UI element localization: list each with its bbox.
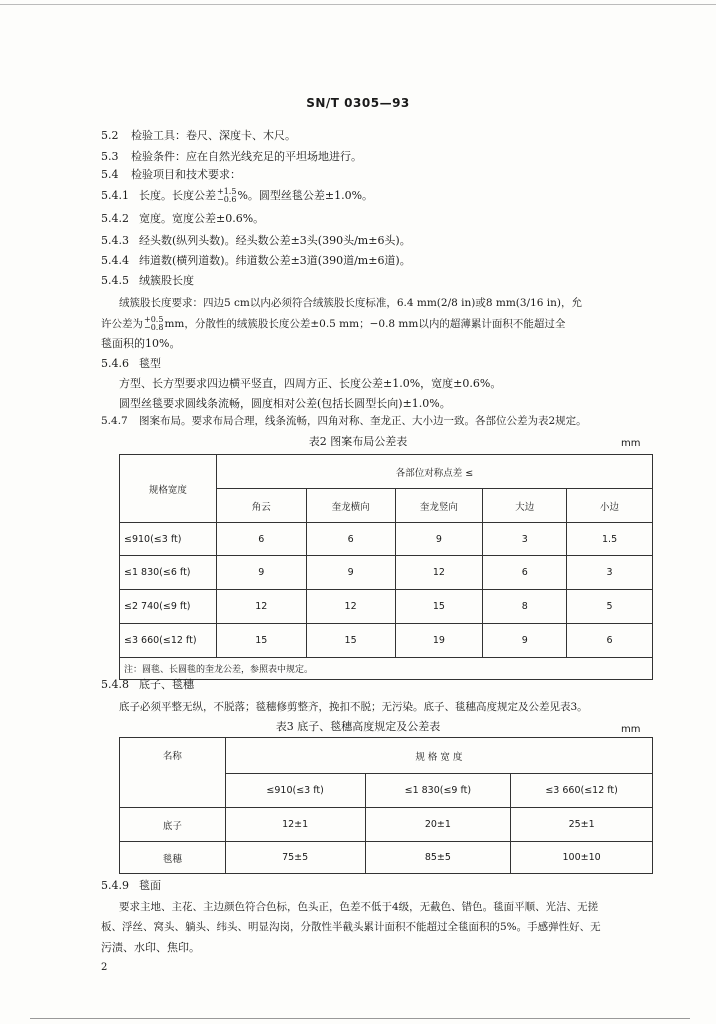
page-header: SN/T 0305—93 [306, 96, 410, 110]
table3-unit: mm [621, 724, 641, 735]
clause-number: 5.2 [101, 129, 119, 142]
clause-text: 绒簇股长度 [139, 274, 194, 287]
tolerance-fraction [144, 316, 163, 332]
table-cell: 9 [306, 556, 395, 590]
table-cell: 9 [216, 556, 306, 590]
table2-col-header: 奎龙横向 [306, 489, 395, 523]
table-cell: 100±10 [511, 842, 653, 874]
table3-col-header: ≤3 660(≤12 ft) [511, 774, 653, 808]
table-cell: 6 [306, 523, 395, 556]
paragraph-line: 底子必须平整无纵，不脱落；毯穗修剪整齐，挽扣不脱；无污染。底子、毯穗高度规定及公差见表3。 [119, 701, 588, 713]
table-cell: 8 [483, 590, 567, 624]
table3-col-header: ≤910(≤3 ft) [225, 774, 365, 808]
paragraph-line: 方型、长方型要求四边横平竖直，四周方正、长度公差±1.0%，宽度±0.6%。 [119, 377, 502, 390]
clause-text: 底子、毯穗 [139, 678, 194, 691]
clause-number: 5.4.5 [101, 274, 129, 287]
clause-5-4-8 [101, 678, 194, 692]
clause-5-4-2 [101, 212, 264, 226]
table2 [119, 454, 653, 680]
clause-number: 5.4.8 [101, 678, 129, 691]
paragraph-line: 要求主地、主花、主边颜色符合色标，色头正，色差不低于4级，无截色、错色。毯面平顺、光洁、无搓 [119, 901, 599, 913]
table2-caption: 表2 图案布局公差表 [308, 435, 408, 448]
table3-row-label: 毯穗 [120, 842, 226, 874]
clause-5-4-9 [101, 879, 161, 893]
table-row [120, 556, 653, 590]
table-cell: 3 [567, 556, 653, 590]
table-cell: 9 [483, 624, 567, 658]
clause-5-4-5 [101, 274, 194, 288]
top-scan-border [0, 4, 716, 5]
table2-col-header: 大边 [483, 489, 567, 523]
table-cell: 6 [483, 556, 567, 590]
clause-text: 长度。长度公差 [139, 189, 216, 202]
paragraph-line: 圆型丝毯要求圆线条流畅，圆度相对公差(包括长圆型长向)±1.0%。 [119, 397, 451, 410]
table2-row-label: ≤3 660(≤12 ft) [120, 624, 217, 658]
table2-group-header: 各部位对称点差 ≤ [216, 455, 652, 489]
clause-text-cont: %。圆型丝毯公差±1.0%。 [237, 189, 374, 202]
tolerance-upper: +1.5 [217, 187, 237, 196]
clause-number: 5.4 [101, 168, 119, 181]
clause-text: 经头数(纵列头数)。经头数公差±3头(390头/m±6头)。 [139, 234, 411, 247]
table-cell: 15 [216, 624, 306, 658]
tolerance-lower: −0.8 [144, 323, 164, 332]
table-cell: 85±5 [365, 842, 511, 874]
table-row [120, 523, 653, 556]
clause-text: 毯型 [139, 357, 161, 370]
page-number: 2 [101, 962, 108, 973]
table3-group-header: 规 格 宽 度 [225, 738, 652, 774]
paragraph-text: 许公差为 [101, 318, 143, 330]
clause-text: 宽度。宽度公差±0.6%。 [139, 212, 265, 225]
clause-number: 5.4.2 [101, 212, 129, 225]
table-cell: 25±1 [511, 808, 653, 842]
paragraph-line [101, 316, 565, 332]
table2-row-label: ≤2 740(≤9 ft) [120, 590, 217, 624]
table-row [120, 842, 653, 874]
table-cell: 19 [395, 624, 483, 658]
table3-col-header: ≤1 830(≤9 ft) [365, 774, 511, 808]
table2-unit: mm [621, 438, 641, 449]
table-cell: 12 [306, 590, 395, 624]
clause-text: 图案布局。要求布局合理，线条流畅，四角对称、奎龙正、大小边一致。各部位公差为表2规定。 [139, 415, 587, 427]
table-cell: 9 [395, 523, 483, 556]
clause-5-2 [101, 129, 296, 143]
clause-5-3 [101, 150, 362, 164]
table2-col-header: 奎龙竖向 [395, 489, 483, 523]
paragraph-line: 毯面积的10%。 [101, 337, 181, 350]
table2-row-header: 规格宽度 [120, 455, 217, 523]
paragraph-line: 板、浮丝、窝头、躺头、纬头、明显沟岗，分散性半截头累计面积不能超过全毯面积的5%。手感弹性好、无 [101, 921, 601, 933]
clause-text: 毯面 [139, 879, 161, 892]
clause-number: 5.4.9 [101, 879, 129, 892]
table-cell: 20±1 [365, 808, 511, 842]
table-row [120, 808, 653, 842]
table-row [120, 624, 653, 658]
table3-row-header: 名称 [120, 738, 226, 808]
table2-row-label: ≤1 830(≤6 ft) [120, 556, 217, 590]
table-row [120, 590, 653, 624]
clause-text: 检验条件：应在自然光线充足的平坦场地进行。 [131, 150, 362, 163]
clause-5-4-3 [101, 234, 411, 248]
tolerance-fraction [217, 188, 236, 204]
table-cell: 12 [395, 556, 483, 590]
table3-caption: 表3 底子、毯穗高度规定及公差表 [275, 720, 441, 733]
clause-5-4-7 [101, 414, 587, 428]
clause-number: 5.4.7 [101, 415, 128, 427]
table3-row-label: 底子 [120, 808, 226, 842]
clause-number: 5.4.6 [101, 357, 129, 370]
clause-number: 5.3 [101, 150, 119, 163]
table-cell: 6 [567, 624, 653, 658]
paragraph-line: 绒簇股长度要求：四边5 cm以内必须符合绒簇股长度标准，6.4 mm(2/8 in)或8 mm(3/16 in)，允 [119, 297, 583, 309]
clause-5-4-4 [101, 254, 411, 268]
table2-col-header: 小边 [567, 489, 653, 523]
clause-text: 检验工具：卷尺、深度卡、木尺。 [131, 129, 296, 142]
paragraph-line: 污渍、水印、焦印。 [101, 941, 200, 954]
clause-5-4-1 [101, 188, 373, 204]
table-cell: 15 [395, 590, 483, 624]
table-cell: 15 [306, 624, 395, 658]
table-cell: 5 [567, 590, 653, 624]
clause-5-4 [101, 168, 241, 182]
clause-number: 5.4.3 [101, 234, 129, 247]
paragraph-text-cont: mm，分散性的绒簇股长度公差±0.5 mm；−0.8 mm以内的超薄累计面积不能超过全 [164, 318, 566, 330]
table-cell: 12±1 [225, 808, 365, 842]
table2-note-row [120, 658, 653, 680]
tolerance-upper: +0.5 [144, 315, 164, 324]
clause-text: 纬道数(横列道数)。纬道数公差±3道(390道/m±6道)。 [139, 254, 411, 267]
table-cell: 3 [483, 523, 567, 556]
clause-text: 检验项目和技术要求： [131, 168, 241, 181]
tolerance-lower: −0.6 [217, 195, 237, 204]
table-cell: 12 [216, 590, 306, 624]
clause-5-4-6 [101, 357, 161, 371]
table-cell: 1.5 [567, 523, 653, 556]
table-cell: 6 [216, 523, 306, 556]
table2-note: 注：圆毯、长圆毯的奎龙公差，参照表中规定。 [120, 658, 653, 680]
table-cell: 75±5 [225, 842, 365, 874]
clause-number: 5.4.4 [101, 254, 129, 267]
table2-col-header: 角云 [216, 489, 306, 523]
bottom-scan-border [30, 1018, 690, 1019]
clause-number: 5.4.1 [101, 189, 129, 202]
table3 [119, 737, 653, 874]
table2-row-label: ≤910(≤3 ft) [120, 523, 217, 556]
